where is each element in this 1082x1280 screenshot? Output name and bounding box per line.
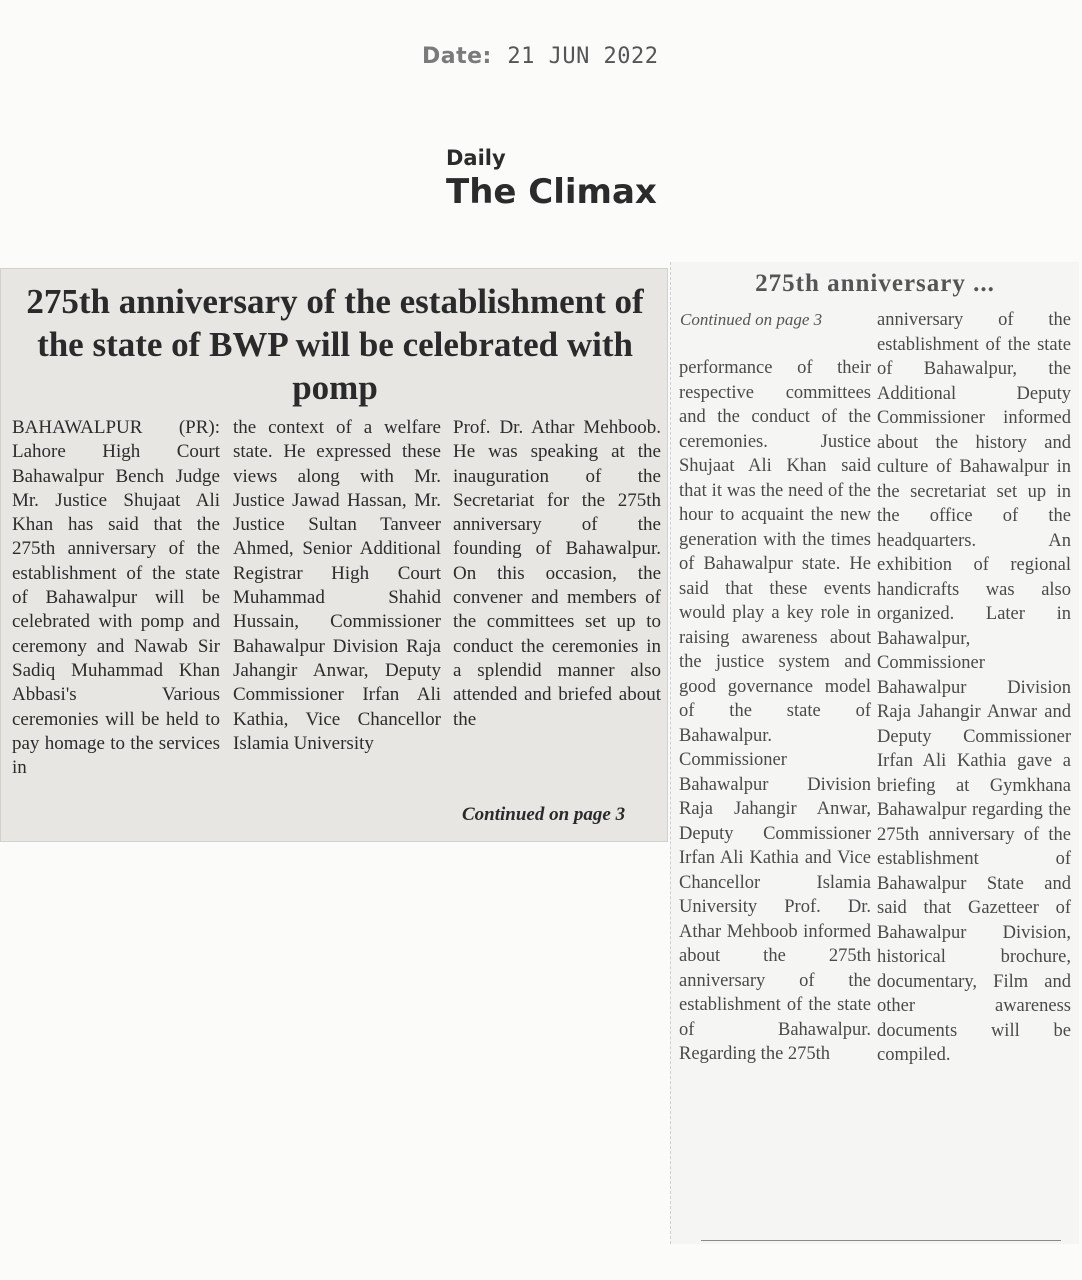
masthead-paper-name: The Climax — [446, 172, 657, 212]
continuation-end-rule — [701, 1240, 1061, 1241]
continuation-column-2: anniversary of the establishment of the state of Bahawalpur, the Additional Deputy Commissioner informed about the history and culture of Bahawalpur in the secretariat set up in the office of the headquarters. An exhibition of regional handicrafts was also organized. Later in Bahawalpur, Commissioner Bahawalpur Division Raja Jahangir Anwar and Deputy Commissioner Irfan Ali Kathia gave a briefing at Gymkhana Bahawalpur regarding the 275th anniversary of the establishment of Bahawalpur State and said that Gazetteer of Bahawalpur Division, historical brochure, documentary, Film and other awareness documents will be compiled. — [877, 310, 1071, 1065]
date-stamp — [422, 44, 659, 69]
masthead-kicker: Daily — [446, 146, 506, 170]
article-column-2: the context of a welfare state. He expressed these views along with Mr. Justice Jawad Hassan, Mr. Justice Sultan Tanveer Ahmed, Senior Additional Registrar High Court Muhammad Shahid Hussain, Commissioner Bahawalpur Division Raja Jahangir Anwar, Deputy Commissioner Irfan Ali Kathia, Vice Chancellor Islamia University — [233, 417, 441, 754]
date-value: 21 JUN 2022 — [507, 44, 659, 69]
continued-on-label: Continued on page 3 — [462, 804, 626, 825]
masthead — [446, 146, 657, 212]
continuation-column-1: performance of their respective committees and the conduct of the ceremonies. Justice Shujaat Ali Khan said that it was the need of the hour to acquaint the new generation with the times of Bahawalpur state. He said that these events would play a key role in raising awareness about the justice system and good governance model of the state of Bahawalpur. Commissioner Bahawalpur Division Raja Jahangir Anwar, Deputy Commissioner Irfan Ali Kathia and Vice Chancellor Islamia University Prof. Dr. Athar Mehboob informed about the 275th anniversary of the establishment of the state of Bahawalpur. Regarding the 275th — [679, 358, 871, 1064]
article-column-3: Prof. Dr. Athar Mehboob. He was speaking at the inauguration of the Secretariat for the 275th anniversary of the founding of Bahawalpur. On this occasion, the convener and members of the committees set up to conduct the ceremonies in a splendid manner also attended and briefed about the — [453, 417, 661, 730]
continuation-title: 275th anniversary ... — [755, 270, 995, 297]
continuation-from-label: Continued on page 3 — [680, 310, 823, 329]
article-clipping — [0, 268, 668, 842]
date-label: Date: — [422, 44, 492, 69]
article-column-1: BAHAWALPUR (PR): Lahore High Court Bahawalpur Bench Judge Mr. Justice Shujaat Ali Khan has said that the 275th anniversary of the establishment of the state of Bahawalpur will be celebrated with pomp and ceremony and Nawab Sir Sadiq Muhammad Khan Abbasi's Various ceremonies will be held to pay homage to the services in — [12, 417, 220, 779]
article-headline: 275th anniversary of the establishment of the state of BWP will be celebrated with pomp — [26, 282, 644, 407]
continuation-clipping — [670, 262, 1079, 1244]
